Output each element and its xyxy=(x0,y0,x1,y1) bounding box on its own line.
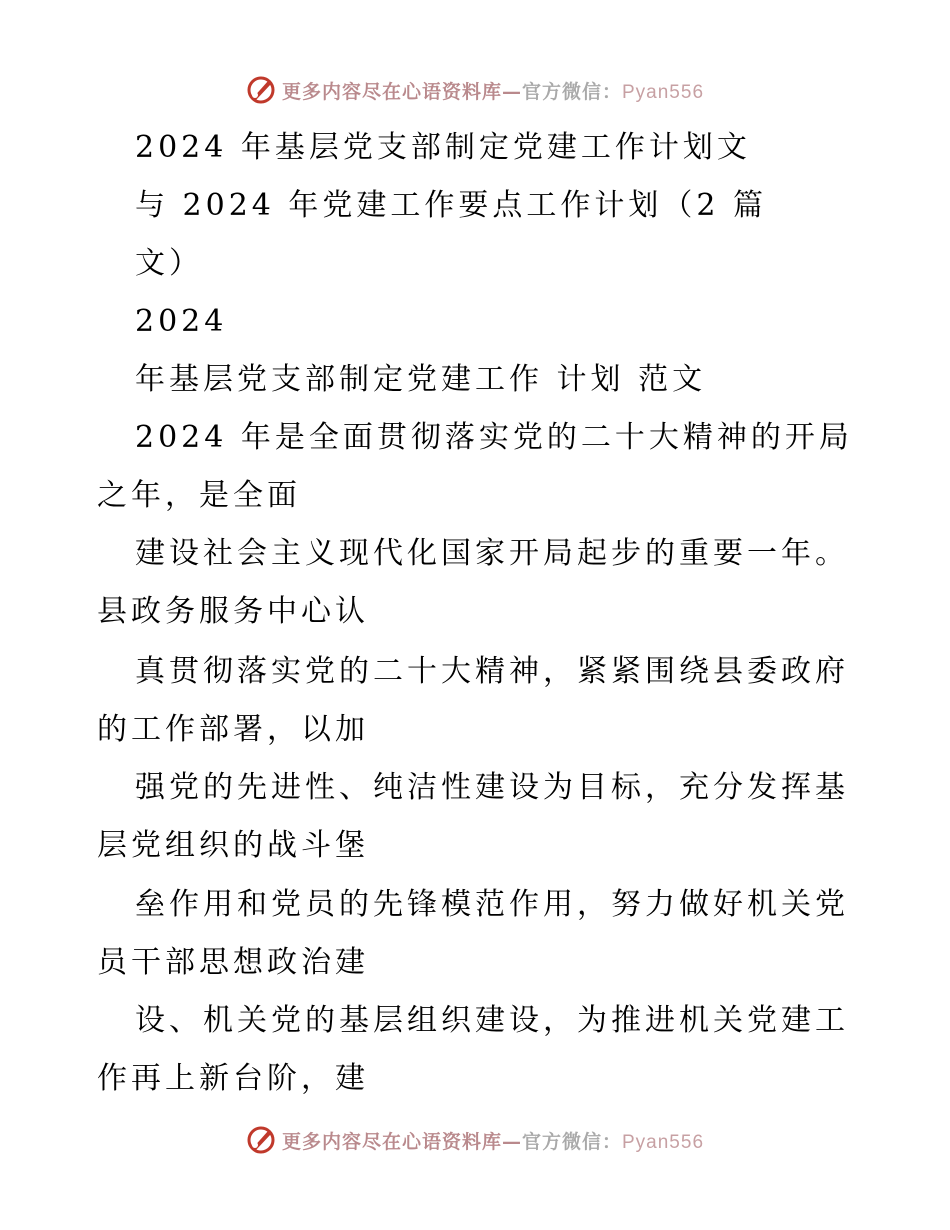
paragraph-line: 设、机关党的基层组织建设，为推进机关党建工 xyxy=(135,1003,849,1038)
watermark-dash: — xyxy=(501,80,522,103)
paragraph-line: 真贯彻落实党的二十大精神，紧紧围绕县委政府 xyxy=(135,654,849,689)
title-line-3: 文） xyxy=(135,246,203,281)
paragraph-line: 作再上新台阶，建 xyxy=(97,1061,369,1096)
quill-logo-icon xyxy=(246,1125,276,1155)
footer-watermark xyxy=(0,1120,950,1160)
watermark-right-text: 官方微信： xyxy=(521,80,622,103)
paragraph-line: 建设社会主义现代化国家开局起步的重要一年。 xyxy=(135,536,849,571)
heading-year: 2024 xyxy=(135,304,228,339)
paragraph-line: 县政务服务中心认 xyxy=(97,594,369,629)
header-watermark xyxy=(0,70,950,110)
paragraph-line: 员干部思想政治建 xyxy=(97,945,369,980)
watermark-left-text: 更多内容尽在心语资料库 xyxy=(281,1130,502,1153)
title-line-2: 与 2024 年党建工作要点工作计划（2 篇 xyxy=(135,188,768,223)
paragraph-line: 的工作部署，以加 xyxy=(97,712,369,747)
watermark-wechat-id: Pyan556 xyxy=(622,81,705,103)
paragraph-line: 层党组织的战斗堡 xyxy=(97,828,369,863)
watermark-left-text: 更多内容尽在心语资料库 xyxy=(281,80,502,103)
quill-logo-icon xyxy=(246,75,276,105)
paragraph-line: 强党的先进性、纯洁性建设为目标，充分发挥基 xyxy=(135,770,849,805)
paragraph-line: 之年，是全面 xyxy=(97,478,301,513)
paragraph-line: 2024 年是全面贯彻落实党的二十大精神的开局 xyxy=(135,420,853,455)
title-line-1: 2024 年基层党支部制定党建工作计划文 xyxy=(135,130,751,165)
watermark-dash: — xyxy=(501,1130,522,1153)
watermark-right-text: 官方微信： xyxy=(521,1130,622,1153)
watermark-wechat-id: Pyan556 xyxy=(622,1131,705,1153)
section-heading: 年基层党支部制定党建工作 计划 范文 xyxy=(135,362,707,397)
paragraph-line: 垒作用和党员的先锋模范作用，努力做好机关党 xyxy=(135,887,849,922)
